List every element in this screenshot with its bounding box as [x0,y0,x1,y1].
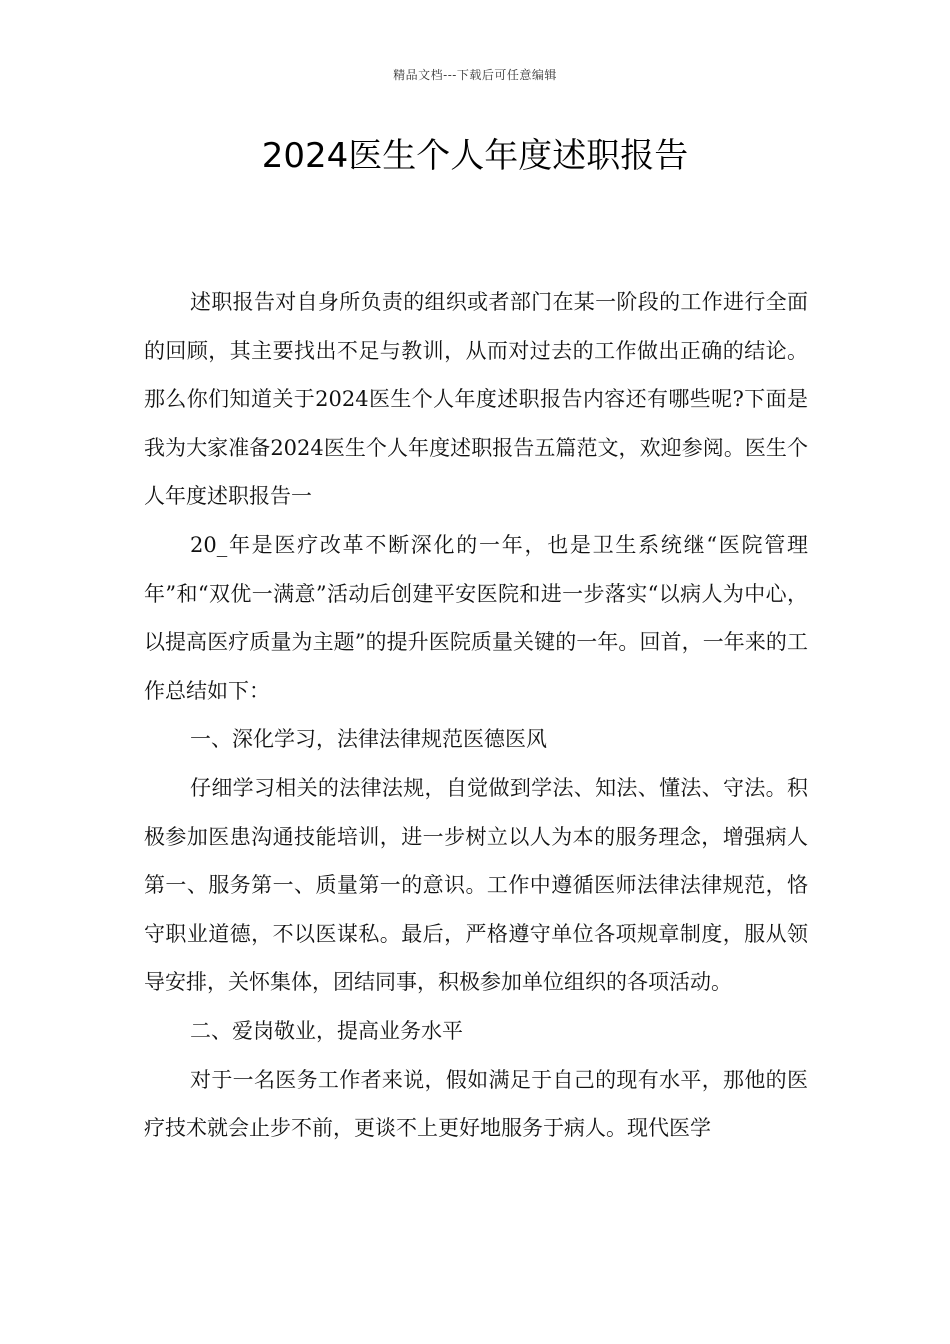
section-heading-1: 一、深化学习，法律法律规范医德医风 [190,727,547,752]
paragraph-summary: 20_年是医疗改革不断深化的一年，也是卫生系统继“医院管理年”和“双优一满意”活动后创建平安医院和进一步落实“以病人为中心，以提高医疗质量为主题”的提升医院质量关键的一年。回首，一年来的工作总结如下： [144,532,808,703]
paragraph-section-2: 对于一名医务工作者来说，假如满足于自己的现有水平，那他的医疗技术就会止步不前，更谈不上更好地服务于病人。现代医学 [144,1067,808,1141]
header-note: 精品文档---下载后可任意编辑 [393,68,557,82]
document-body [144,278,808,1153]
paragraph-intro: 述职报告对自身所负责的组织或者部门在某一阶段的工作进行全面的回顾，其主要找出不足与教训，从而对过去的工作做出正确的结论。那么你们知道关于2024医生个人年度述职报告内容还有哪些呢?下面是我为大家准备2024医生个人年度述职报告五篇范文，欢迎参阅。医生个人年度述职报告一 [144,290,808,509]
paragraph-section-1: 仔细学习相关的法律法规，自觉做到学法、知法、懂法、守法。积极参加医患沟通技能培训，进一步树立以人为本的服务理念，增强病人第一、服务第一、质量第一的意识。工作中遵循医师法律法律规范，恪守职业道德，不以医谋私。最后，严格遵守单位各项规章制度，服从领导安排，关怀集体，团结同事，积极参加单位组织的各项活动。 [144,775,808,995]
section-heading-2: 二、爱岗敬业，提高业务水平 [190,1018,463,1043]
document-title: 2024医生个人年度述职报告 [261,136,689,176]
